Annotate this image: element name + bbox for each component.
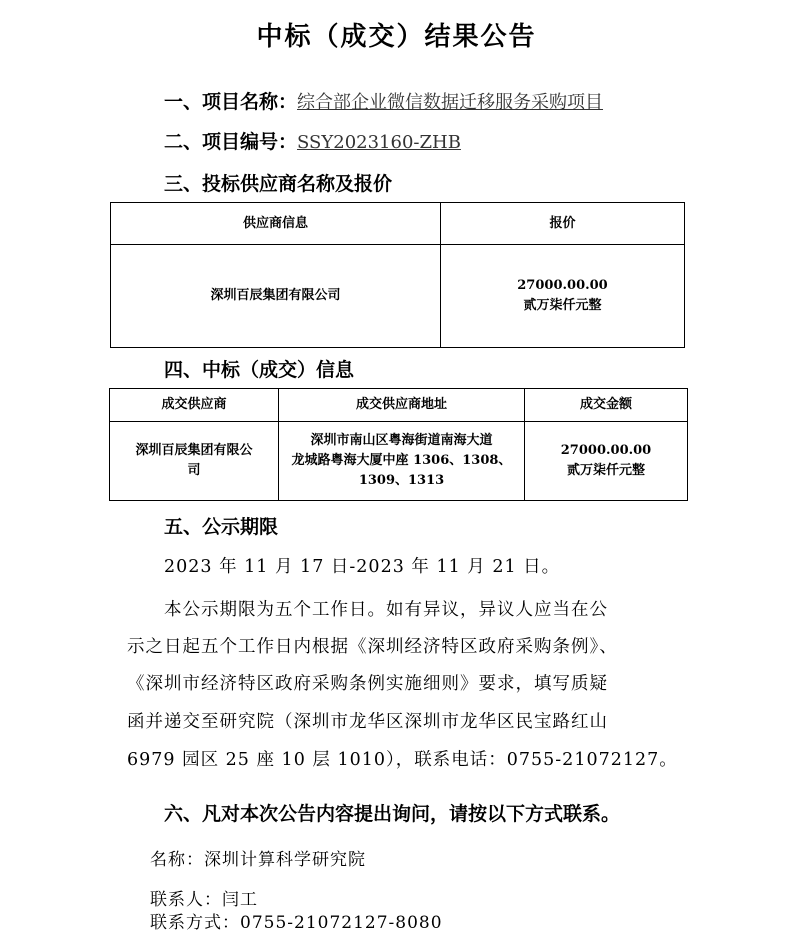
notice-period-dates: 2023 年 11 月 17 日-2023 年 11 月 21 日。 <box>164 557 561 577</box>
table-header-row <box>111 203 685 245</box>
column-header: 成交供应商地址 <box>279 389 525 422</box>
page-title: 中标（成交）结果公告 <box>256 22 537 52</box>
project-number-value: SSY2023160-ZHB <box>297 132 461 153</box>
award-supplier-line: 司 <box>187 463 201 478</box>
bidder-price-cell <box>441 245 685 348</box>
notice-period-heading: 五、公示期限 <box>164 516 279 538</box>
contact-org-name: 名称：深圳计算科学研究院 <box>150 850 366 870</box>
award-address-cell <box>279 422 525 501</box>
objection-paragraph-line: 《深圳市经济特区政府采购条例实施细则》要求，填写质疑 <box>127 674 608 694</box>
award-supplier-cell <box>110 422 279 501</box>
column-header: 供应商信息 <box>111 203 441 245</box>
award-table <box>109 388 688 501</box>
objection-paragraph-line: 本公示期限为五个工作日。如有异议，异议人应当在公 <box>164 600 608 620</box>
column-header: 报价 <box>441 203 685 245</box>
bidders-table <box>110 202 685 348</box>
project-name-label: 一、项目名称： <box>164 91 298 113</box>
table-row <box>110 422 688 501</box>
column-header: 成交供应商 <box>110 389 279 422</box>
project-number-row <box>164 127 461 154</box>
award-address-line: 1309、1313 <box>358 473 445 488</box>
award-address-line: 龙城路粤海大厦中座 1306、1308、 <box>291 453 512 468</box>
objection-paragraph-line: 函并递交至研究院（深圳市龙华区深圳市龙华区民宝路红山 <box>127 712 608 732</box>
bidders-heading: 三、投标供应商名称及报价 <box>164 173 393 195</box>
award-amount-cell <box>525 422 688 501</box>
project-name-value: 综合部企业微信数据迁移服务采购项目 <box>297 92 604 113</box>
award-heading: 四、中标（成交）信息 <box>164 359 355 381</box>
award-supplier-line: 深圳百辰集团有限公 <box>135 443 253 458</box>
award-amount-chinese: 贰万柒仟元整 <box>566 463 645 478</box>
contact-heading: 六、凡对本次公告内容提出询问，请按以下方式联系。 <box>164 803 621 825</box>
table-header-row <box>110 389 688 422</box>
bidder-supplier-cell: 深圳百辰集团有限公司 <box>111 245 441 348</box>
objection-paragraph-line: 6979 园区 25 座 10 层 1010），联系电话：0755-21072127。 <box>127 750 678 770</box>
contact-phone: 联系方式：0755-21072127-8080 <box>150 913 443 933</box>
column-header: 成交金额 <box>525 389 688 422</box>
award-amount: 27000.00.00 <box>560 443 652 458</box>
bidder-price-chinese: 贰万柒仟元整 <box>523 298 602 313</box>
project-number-label: 二、项目编号： <box>164 131 298 153</box>
project-name-row <box>164 87 603 114</box>
table-row <box>111 245 685 348</box>
objection-paragraph-line: 示之日起五个工作日内根据《深圳经济特区政府采购条例》、 <box>127 637 618 657</box>
bidder-price: 27000.00.00 <box>517 278 608 293</box>
award-address-line: 深圳市南山区粤海街道南海大道 <box>310 433 493 448</box>
contact-person: 联系人：闫工 <box>150 890 258 910</box>
